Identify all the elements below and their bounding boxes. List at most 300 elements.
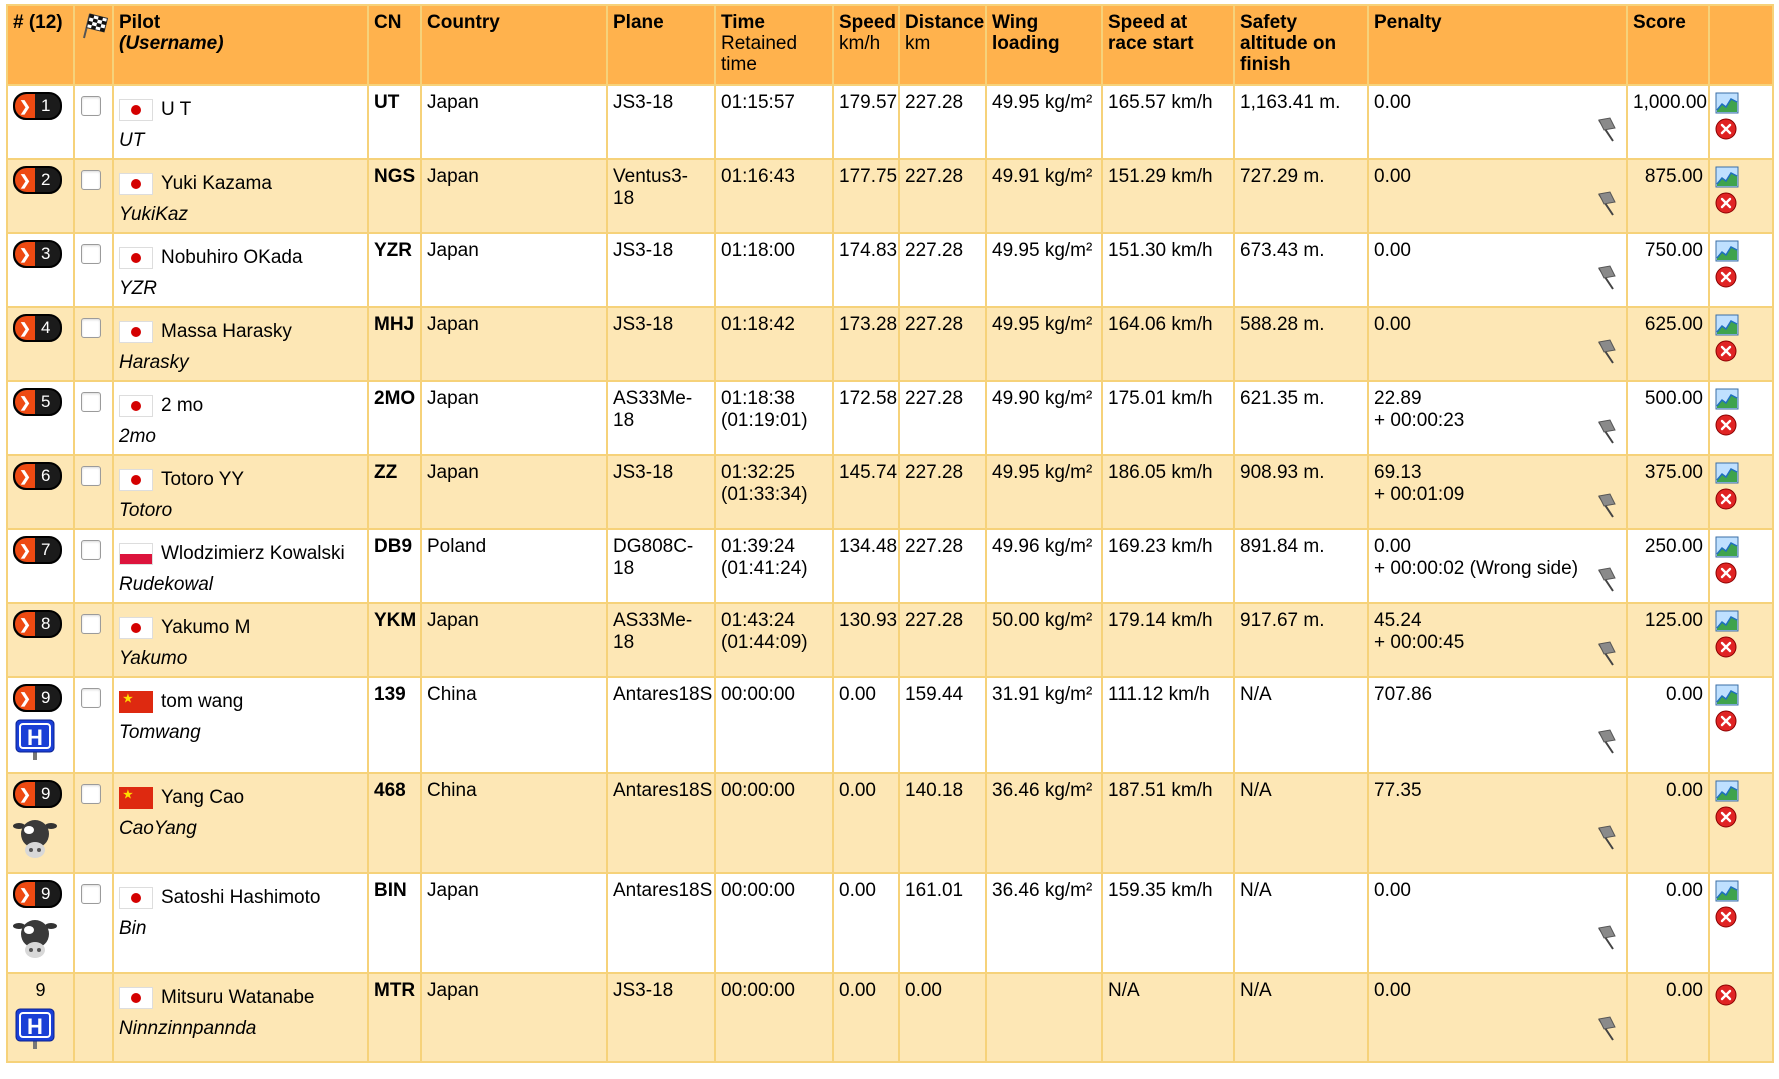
flight-time: 01:18:00 [721,240,795,261]
actions-cell [1709,603,1773,677]
select-cell [74,455,113,529]
penalty-flag-icon[interactable] [1593,493,1619,519]
distance-cell: 0.00 [899,973,986,1062]
pilot-name[interactable]: Nobuhiro OKada [161,247,303,268]
distance-header[interactable]: Distance km [899,5,986,85]
safety-altitude-cell: N/A [1234,973,1368,1062]
race-start-speed-cell: N/A [1102,973,1234,1062]
pilot-username: Yakumo [119,648,188,669]
safety-altitude-cell: 621.35 m. [1234,381,1368,455]
penalty-cell [1368,529,1627,603]
distance-cell: 140.18 [899,773,986,873]
penalty-value: 77.35 [1374,780,1422,801]
pilot-header[interactable]: Pilot (Username) [113,5,368,85]
penalty-time: + 00:00:02 (Wrong side) [1374,558,1579,579]
safety-altitude-cell: N/A [1234,873,1368,973]
graph-icon[interactable] [1715,780,1739,802]
results-table-container [6,4,1772,1063]
country-cell: Japan [421,973,607,1062]
japan-flag-icon [119,887,153,909]
delete-icon[interactable] [1715,562,1737,584]
rank-cell [7,159,74,233]
select-checkbox[interactable] [81,318,101,338]
rank-pill[interactable]: ❯ 5 [13,388,62,416]
country-cell: Japan [421,307,607,381]
select-checkbox[interactable] [81,688,101,708]
time-cell [715,773,833,873]
cn-cell: UT [368,85,421,159]
rank-pill[interactable]: ❯ 7 [13,536,62,564]
wing-loading-cell: 36.46 kg/m² [986,773,1102,873]
table-row[interactable] [7,873,1773,973]
penalty-flag-icon[interactable] [1593,339,1619,365]
pilot-name[interactable]: Wlodzimierz Kowalski [161,543,345,564]
rank-pill[interactable]: ❯ 8 [13,610,62,638]
select-checkbox[interactable] [81,884,101,904]
pilot-cell [113,773,368,873]
rank-cell [7,603,74,677]
graph-icon[interactable] [1715,536,1739,558]
actions-cell [1709,529,1773,603]
rank-cell [7,85,74,159]
time-header[interactable]: Time Retained time [715,5,833,85]
china-flag-icon [119,691,153,713]
cn-cell: BIN [368,873,421,973]
penalty-value: 22.89 [1374,388,1422,409]
plane-cell: JS3-18 [607,973,715,1062]
delete-icon[interactable] [1715,340,1737,362]
pilot-cell [113,529,368,603]
select-cell [74,307,113,381]
select-checkbox[interactable] [81,170,101,190]
delete-icon[interactable] [1715,192,1737,214]
pilot-username: UT [119,130,145,151]
japan-flag-icon [119,173,153,195]
safety-altitude-cell: 1,163.41 m. [1234,85,1368,159]
race-start-speed-cell: 164.06 km/h [1102,307,1234,381]
select-checkbox[interactable] [81,96,101,116]
graph-icon[interactable] [1715,880,1739,902]
table-row[interactable] [7,529,1773,603]
select-cell [74,603,113,677]
race-start-speed-cell: 175.01 km/h [1102,381,1234,455]
wing-loading-cell: 31.91 kg/m² [986,677,1102,773]
penalty-cell [1368,603,1627,677]
pilot-name[interactable]: U T [161,99,192,120]
flight-time: 01:39:24 [721,536,795,557]
wing-loading-cell: 49.95 kg/m² [986,455,1102,529]
select-cell [74,677,113,773]
japan-flag-icon [119,617,153,639]
actions-cell [1709,159,1773,233]
actions-cell [1709,381,1773,455]
race-start-speed-cell: 179.14 km/h [1102,603,1234,677]
table-row[interactable] [7,159,1773,233]
time-cell [715,529,833,603]
country-cell: Japan [421,233,607,307]
rank-pill[interactable]: ❯ 2 [13,166,62,194]
pilot-cell [113,873,368,973]
penalty-cell [1368,677,1627,773]
speed-cell: 0.00 [833,677,899,773]
wing-loading-header[interactable]: Wing loading [986,5,1102,85]
table-row[interactable] [7,381,1773,455]
country-cell: Japan [421,85,607,159]
retained-time: (01:44:09) [721,632,808,653]
cn-cell: MHJ [368,307,421,381]
score-cell: 625.00 [1627,307,1709,381]
expand-arrow-icon[interactable]: ❯ [15,316,35,340]
delete-icon[interactable] [1715,266,1737,288]
country-cell: Japan [421,159,607,233]
select-cell [74,529,113,603]
rank-pill[interactable]: ❯ 3 [13,240,62,268]
speed-cell: 177.75 [833,159,899,233]
score-cell: 750.00 [1627,233,1709,307]
delete-icon[interactable] [1715,984,1737,1006]
japan-flag-icon [119,987,153,1009]
distance-cell: 161.01 [899,873,986,973]
plane-header[interactable]: Plane [607,5,715,85]
race-start-speed-cell: 186.05 km/h [1102,455,1234,529]
cow-badge-icon [13,814,57,860]
penalty-value: 0.00 [1374,314,1411,335]
graph-icon[interactable] [1715,166,1739,188]
table-row[interactable] [7,973,1773,1062]
pilot-name[interactable]: Satoshi Hashimoto [161,887,321,908]
cn-cell: DB9 [368,529,421,603]
pilot-name[interactable]: 2 mo [161,395,204,416]
penalty-flag-icon[interactable] [1593,825,1619,851]
cn-cell: 468 [368,773,421,873]
score-cell: 0.00 [1627,677,1709,773]
penalty-flag-icon[interactable] [1593,419,1619,445]
delete-icon[interactable] [1715,906,1737,928]
race-start-speed-cell: 151.29 km/h [1102,159,1234,233]
penalty-value: 45.24 [1374,610,1422,631]
flight-time: 00:00:00 [721,980,795,1001]
penalty-cell [1368,973,1627,1062]
pilot-name[interactable]: Totoro YY [161,469,245,490]
penalty-flag-icon[interactable] [1593,567,1619,593]
expand-arrow-icon[interactable]: ❯ [15,390,35,414]
rank-pill[interactable]: ❯ 1 [13,92,62,120]
expand-arrow-icon[interactable]: ❯ [15,686,35,710]
expand-arrow-icon[interactable]: ❯ [15,782,35,806]
actions-cell [1709,677,1773,773]
penalty-value: 707.86 [1374,684,1433,705]
plane-cell: Antares18S [607,773,715,873]
graph-icon[interactable] [1715,610,1739,632]
delete-icon[interactable] [1715,414,1737,436]
penalty-cell [1368,773,1627,873]
svg-text:H: H [27,1014,43,1039]
pilot-cell [113,455,368,529]
expand-arrow-icon[interactable]: ❯ [15,538,35,562]
rank-cell [7,873,74,973]
penalty-flag-icon[interactable] [1593,925,1619,951]
select-checkbox[interactable] [81,614,101,634]
select-cell [74,381,113,455]
country-cell: Japan [421,873,607,973]
race-start-speed-cell: 151.30 km/h [1102,233,1234,307]
flight-time: 01:43:24 [721,610,795,631]
penalty-cell [1368,233,1627,307]
table-row[interactable] [7,773,1773,873]
pilot-name[interactable]: Massa Harasky [161,321,292,342]
speed-header[interactable]: Speed km/h [833,5,899,85]
plane-cell: JS3-18 [607,233,715,307]
pilot-cell [113,677,368,773]
safety-altitude-cell: 908.93 m. [1234,455,1368,529]
cn-cell: NGS [368,159,421,233]
expand-arrow-icon[interactable]: ❯ [15,168,35,192]
checkered-flag-icon [80,12,110,40]
cn-cell: YZR [368,233,421,307]
rank-header[interactable]: # (12) [7,5,74,85]
penalty-flag-icon[interactable] [1593,641,1619,667]
race-start-speed-cell: 169.23 km/h [1102,529,1234,603]
delete-icon[interactable] [1715,488,1737,510]
safety-altitude-cell: 588.28 m. [1234,307,1368,381]
actions-cell [1709,873,1773,973]
rank-pill[interactable]: ❯ 9 [13,684,62,712]
select-checkbox[interactable] [81,540,101,560]
table-row[interactable] [7,233,1773,307]
select-checkbox[interactable] [81,466,101,486]
results-body [7,85,1773,1062]
score-cell: 500.00 [1627,381,1709,455]
race-start-speed-cell: 165.57 km/h [1102,85,1234,159]
cn-cell: 139 [368,677,421,773]
speed-cell: 173.28 [833,307,899,381]
results-table [6,4,1774,1063]
select-cell [74,773,113,873]
select-cell [74,233,113,307]
pilot-name[interactable]: Yang Cao [161,787,245,808]
plane-cell: JS3-18 [607,455,715,529]
wing-loading-cell: 50.00 kg/m² [986,603,1102,677]
wing-loading-cell: 36.46 kg/m² [986,873,1102,973]
score-cell: 875.00 [1627,159,1709,233]
delete-icon[interactable] [1715,710,1737,732]
svg-text:H: H [27,725,43,750]
cow-badge-icon [13,914,57,960]
penalty-value: 0.00 [1374,536,1411,557]
time-cell [715,159,833,233]
wing-loading-cell: 49.95 kg/m² [986,307,1102,381]
penalty-cell [1368,307,1627,381]
penalty-cell [1368,159,1627,233]
graph-icon[interactable] [1715,462,1739,484]
penalty-value: 0.00 [1374,980,1411,1001]
header-row [7,5,1773,85]
retained-time: (01:33:34) [721,484,808,505]
flight-time: 00:00:00 [721,780,795,801]
flight-time: 01:18:42 [721,314,795,335]
pilot-name[interactable]: Mitsuru Watanabe [161,987,315,1008]
table-row[interactable] [7,677,1773,773]
time-cell [715,455,833,529]
pilot-name[interactable]: Yuki Kazama [161,173,272,194]
safety-altitude-cell: N/A [1234,677,1368,773]
table-row[interactable] [7,603,1773,677]
actions-cell [1709,773,1773,873]
rank-number: 9 [35,980,46,1000]
speed-cell: 130.93 [833,603,899,677]
country-cell: China [421,773,607,873]
wing-loading-cell: 49.91 kg/m² [986,159,1102,233]
retained-time: (01:19:01) [721,410,808,431]
graph-icon[interactable] [1715,92,1739,114]
race-start-speed-cell: 111.12 km/h [1102,677,1234,773]
speed-cell: 0.00 [833,773,899,873]
cn-cell: YKM [368,603,421,677]
wing-loading-cell: 49.95 kg/m² [986,233,1102,307]
pilot-cell [113,381,368,455]
delete-icon[interactable] [1715,118,1737,140]
poland-flag-icon [119,543,153,565]
speed-cell: 172.58 [833,381,899,455]
flight-time: 01:32:25 [721,462,795,483]
pilot-cell [113,85,368,159]
time-cell [715,603,833,677]
distance-cell: 227.28 [899,529,986,603]
score-cell: 0.00 [1627,873,1709,973]
cn-cell: 2MO [368,381,421,455]
pilot-username: CaoYang [119,818,197,839]
pilot-username: Rudekowal [119,574,213,595]
retained-time: (01:41:24) [721,558,808,579]
table-row[interactable] [7,455,1773,529]
flight-time: 00:00:00 [721,684,795,705]
penalty-header[interactable]: Penalty [1368,5,1627,85]
rank-pill[interactable]: ❯ 6 [13,462,62,490]
select-checkbox[interactable] [81,784,101,804]
penalty-flag-icon[interactable] [1593,729,1619,755]
expand-arrow-icon[interactable]: ❯ [15,242,35,266]
penalty-time: + 00:00:23 [1374,410,1465,431]
race-start-speed-cell: 187.51 km/h [1102,773,1234,873]
pilot-username: Tomwang [119,722,201,743]
penalty-value: 0.00 [1374,166,1411,187]
hospital-badge-icon [13,1007,57,1049]
actions-cell [1709,307,1773,381]
safety-altitude-header[interactable]: Safety altitude on finish [1234,5,1368,85]
graph-icon[interactable] [1715,314,1739,336]
speed-cell: 145.74 [833,455,899,529]
select-cell [74,973,113,1062]
plane-cell: AS33Me-18 [607,603,715,677]
plane-cell: JS3-18 [607,85,715,159]
select-checkbox[interactable] [81,244,101,264]
cn-cell: ZZ [368,455,421,529]
expand-arrow-icon[interactable]: ❯ [15,882,35,906]
rank-pill[interactable]: ❯ 9 [13,880,62,908]
safety-altitude-cell: 727.29 m. [1234,159,1368,233]
pilot-name[interactable]: Yakumo M [161,617,251,638]
china-flag-icon [119,787,153,809]
flight-time: 00:00:00 [721,880,795,901]
safety-altitude-cell: 917.67 m. [1234,603,1368,677]
table-row[interactable] [7,85,1773,159]
score-cell: 0.00 [1627,773,1709,873]
country-cell: China [421,677,607,773]
plane-cell: DG808C-18 [607,529,715,603]
time-cell [715,85,833,159]
expand-arrow-icon[interactable]: ❯ [15,94,35,118]
penalty-cell [1368,85,1627,159]
cn-header[interactable]: CN [368,5,421,85]
flight-time: 01:16:43 [721,166,795,187]
japan-flag-icon [119,99,153,121]
pilot-username: 2mo [119,426,156,447]
penalty-cell [1368,873,1627,973]
distance-cell: 227.28 [899,159,986,233]
time-cell [715,973,833,1062]
score-cell: 250.00 [1627,529,1709,603]
plane-cell: AS33Me-18 [607,381,715,455]
pilot-cell [113,159,368,233]
japan-flag-icon [119,321,153,343]
delete-icon[interactable] [1715,806,1737,828]
pilot-username: Harasky [119,352,189,373]
finish-flag-header [74,5,113,85]
score-cell: 125.00 [1627,603,1709,677]
time-cell [715,381,833,455]
penalty-time: + 00:00:45 [1374,632,1465,653]
penalty-flag-icon[interactable] [1593,1016,1619,1042]
select-cell [74,85,113,159]
wing-loading-cell [986,973,1102,1062]
graph-icon[interactable] [1715,240,1739,262]
country-header[interactable]: Country [421,5,607,85]
score-header[interactable]: Score [1627,5,1709,85]
rank-cell [7,307,74,381]
select-checkbox[interactable] [81,392,101,412]
distance-cell: 159.44 [899,677,986,773]
actions-cell [1709,85,1773,159]
graph-icon[interactable] [1715,388,1739,410]
penalty-flag-icon[interactable] [1593,265,1619,291]
safety-altitude-cell: 673.43 m. [1234,233,1368,307]
rank-cell [7,381,74,455]
pilot-username: Bin [119,918,147,939]
rank-pill[interactable]: ❯ 9 [13,780,62,808]
penalty-cell [1368,381,1627,455]
penalty-flag-icon[interactable] [1593,191,1619,217]
penalty-value: 69.13 [1374,462,1422,483]
distance-cell: 227.28 [899,85,986,159]
actions-cell [1709,233,1773,307]
delete-icon[interactable] [1715,636,1737,658]
expand-arrow-icon[interactable]: ❯ [15,464,35,488]
rank-pill[interactable]: ❯ 4 [13,314,62,342]
race-start-speed-header[interactable]: Speed at race start [1102,5,1234,85]
time-cell [715,873,833,973]
score-cell: 1,000.00 [1627,85,1709,159]
table-row[interactable] [7,307,1773,381]
expand-arrow-icon[interactable]: ❯ [15,612,35,636]
graph-icon[interactable] [1715,684,1739,706]
speed-cell: 0.00 [833,973,899,1062]
wing-loading-cell: 49.90 kg/m² [986,381,1102,455]
plane-cell: Antares18S [607,873,715,973]
penalty-flag-icon[interactable] [1593,117,1619,143]
pilot-name[interactable]: tom wang [161,691,244,712]
speed-cell: 179.57 [833,85,899,159]
time-cell [715,233,833,307]
